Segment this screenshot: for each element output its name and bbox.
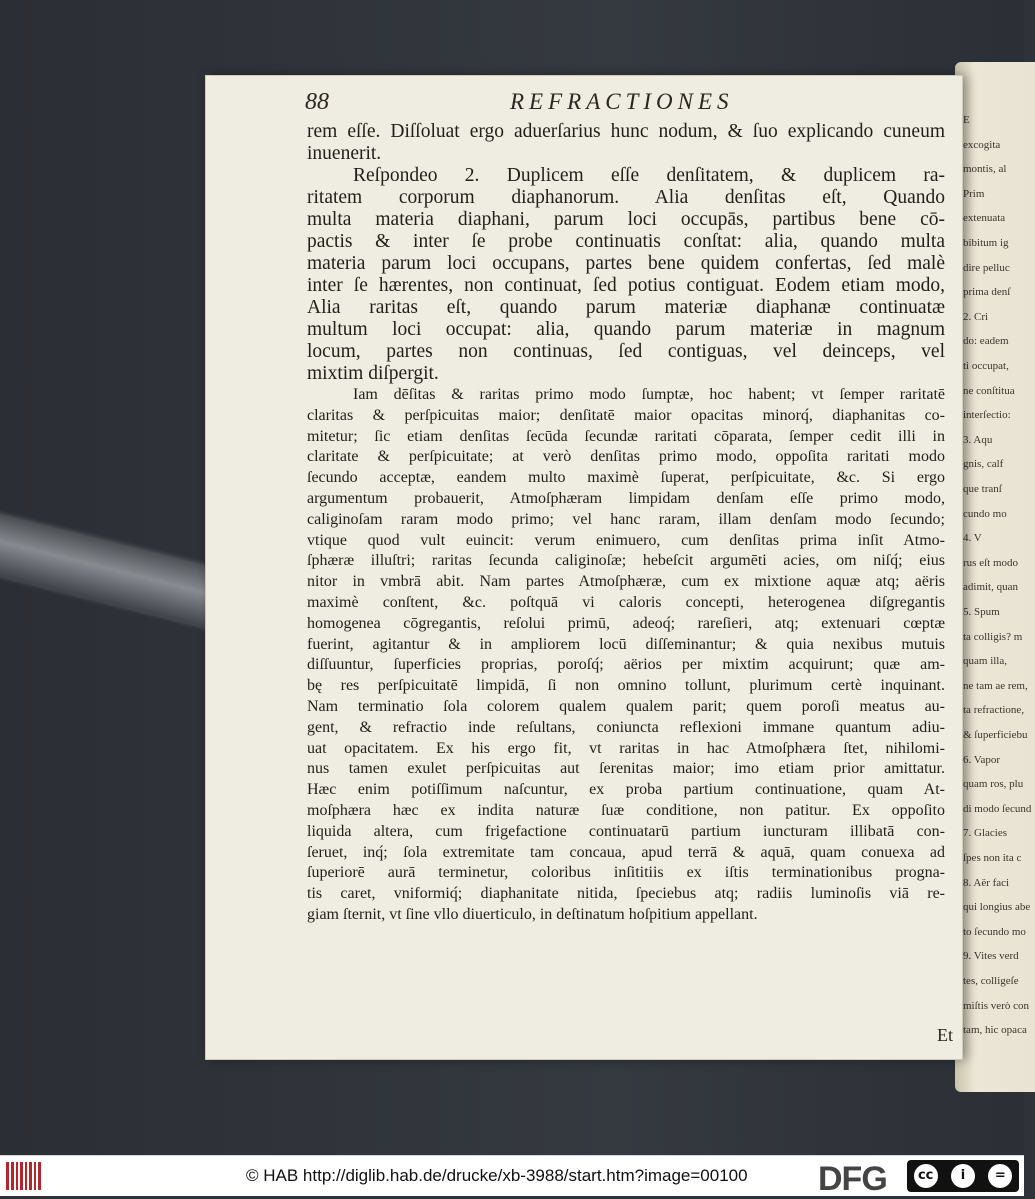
text-line: materia parum loci occupans, partes bene quidem confertas, ſed malè <box>307 253 945 274</box>
text-line: multum loci occupat: alia, quando parum materiæ in magnum <box>307 319 945 340</box>
page-number: 88 <box>305 89 329 115</box>
viewer-footer <box>0 1155 1024 1196</box>
facing-page-fragment: quam illa, <box>963 655 1007 668</box>
facing-page-fragment: to ſecundo mo <box>963 925 1026 938</box>
facing-page-fragment: 2. Cri <box>963 310 989 323</box>
facing-page-fragment: ta colligis? m <box>963 630 1023 643</box>
facing-page-fragment: 7. Glacies <box>963 827 1007 840</box>
text-line: Hæc enim potiſſimum naſcuntur, ex proba partium continuatione, quam At- <box>307 781 945 799</box>
text-line: claritas & perſpicuitas maior; denſitatē maior opacitas minorq́, diaphanitas co- <box>307 406 945 424</box>
text-line: vtique quod vult euincit: verum enimuero, cum denſitas prima inſit Atmo- <box>307 531 945 549</box>
text-line: tis caret, vniformiq́; diaphanitate nitida, ſpeciebus atq; radiis luminoſis viā re- <box>307 885 945 903</box>
text-line: nitor in vmbrā abit. Nam partes Atmoſphæræ, cum ex mixtione aquæ atq; aëris <box>307 573 945 591</box>
text-line: maximè conſtent, &c. poſtquā vi caloris concepti, heterogenea diſgregantis <box>307 593 945 611</box>
text-line: ritatem corporum diaphanorum. Alia denſitas eſt, Quando <box>307 187 945 208</box>
facing-page-edge <box>955 62 1035 1092</box>
text-line: nus tamen exulet perſpicuitas aut ſerenitas maior; imo etiam prior amittatur. <box>307 760 945 778</box>
text-line: ſecundo acceptæ, eandem multo maximè ſuperat, perſpicuitate, &c. Si ergo <box>307 469 945 487</box>
page-header <box>205 89 963 117</box>
facing-page-fragment: bibitum ig <box>963 237 1009 249</box>
facing-page-fragment: Prim <box>963 187 985 200</box>
sa-icon: = <box>988 1164 1012 1188</box>
barcode-icon <box>6 1162 46 1190</box>
text-line: locum, partes non continuas, ſed contiguas, vel deinceps, vel <box>307 341 945 362</box>
facing-page-fragment: excogita <box>963 138 1001 151</box>
facing-page-fragment: quam ros, plu <box>963 778 1024 791</box>
facing-page-fragment: do: eadem <box>963 335 1009 348</box>
facing-page-fragment: ta refractione, <box>963 704 1025 717</box>
text-line: giam ſternit, vt ſine vllo diuerticulo, in deſtinatum hoſpitium appellant. <box>307 905 758 923</box>
facing-page-fragment: 5. Spum <box>963 606 1000 618</box>
text-line: uat opacitatem. Ex his ergo fit, vt raritas in hac Atmoſphæra ſtet, nihilomi- <box>307 739 945 757</box>
text-line: liquida altera, cum frigefactione continuatarū partium iuncturam illibatā con- <box>307 822 945 840</box>
text-line: bę res perſpicuitatē limpidā, ſi non omnino tollunt, plurimum certè inquinant. <box>307 677 945 695</box>
cc-icon: cc <box>914 1164 938 1188</box>
text-line: mitetur; ſic etiam denſitas ſecūda ſecundæ raritati cōparata, ſemper cedit illi in <box>307 427 945 445</box>
facing-page-fragment: adimit, quan <box>963 581 1018 594</box>
text-line: Reſpondeo 2. Duplicem eſſe denſitatem, & duplicem ra- <box>353 165 945 186</box>
facing-page-fragment: gnis, calf <box>963 458 1004 471</box>
text-line: gent, & refractio inde reſultans, coniuncta reflexioni immane quantum adiu- <box>307 718 945 736</box>
by-icon: i <box>951 1164 975 1188</box>
text-line: Nam terminatio ſola colorem qualem qualem parit; quem poroſi meatus au- <box>307 697 945 715</box>
text-line: moſphæra hæc ex indita naturæ ſuæ conditione, non patitur. Ex oppoſito <box>307 801 945 819</box>
facing-page-fragment: miſtis verò con <box>963 999 1029 1012</box>
cc-license-badge[interactable] <box>907 1160 1019 1192</box>
source-link[interactable]: © HAB http://diglib.hab.de/drucke/xb-3988/start.htm?image=00100 <box>246 1166 748 1185</box>
facing-page-fragment: ſpes non ita c <box>963 852 1022 864</box>
facing-page-fragment: extenuata <box>963 212 1006 225</box>
facing-page-fragment: & ſuperficiebu <box>963 729 1028 741</box>
book-page <box>205 75 963 1060</box>
text-line: ſeruet, inq́; ſola extremitate tam concaua, apud terrā & aquā, quam conuexa ad <box>307 843 945 861</box>
facing-page-fragment: interſectio: <box>963 409 1011 422</box>
text-line: inter ſe hærentes, non continuat, ſed potius contiguat. Eodem etiam modo, <box>307 275 945 296</box>
text-line: ſphæræ illuſtri; raritas ſecunda caliginoſæ; hebeſcit argumēti acies, om niſq́; eius <box>307 552 945 570</box>
text-line: claritate & perſpicuitate; at verò denſitas primo modo, oppoſita raritati modo <box>307 448 945 466</box>
facing-page-fragment: montis, al <box>963 163 1007 176</box>
facing-page-fragment: qui longius abe <box>963 901 1031 914</box>
text-line: ſuperiorē aurā terminetur, coloribus inſititiis ex iſtis terminationibus progna- <box>307 864 945 882</box>
facing-page-fragment: ne conſtitua <box>963 384 1015 397</box>
text-line: argumentum probauerit, Atmoſphæram limpidam denſam eſſe primo modo, <box>307 489 945 507</box>
facing-page-fragment: cundo mo <box>963 507 1007 520</box>
text-line: Alia raritas eſt, quando parum materiæ diaphanæ continuatæ <box>307 297 945 318</box>
text-line: homogenea cōgregantis, reſolui primū, adeoq́; rareſieri, atq; extenuari cœptæ <box>307 614 945 632</box>
facing-page-fragment: ne tam ae rem, <box>963 679 1028 692</box>
facing-page-fragment: 8. Aër faci <box>963 876 1010 889</box>
facing-page-fragment: dire pelluc <box>963 261 1010 274</box>
facing-page-fragment: tes, colligeſe <box>963 975 1019 987</box>
text-line: mixtim diſpergit. <box>307 363 439 384</box>
facing-page-fragment: 6. Vapor <box>963 753 1001 766</box>
facing-page-fragment: que tranſ <box>963 483 1002 495</box>
facing-page-fragment: E <box>963 114 970 126</box>
catchword: Et <box>937 1025 953 1045</box>
text-line: caliginoſam raram modo primo; vel hanc raram, illam denſam modo ſecundo; <box>307 510 945 528</box>
running-title: REFRACTIONES <box>510 89 734 114</box>
dfg-logo: DFG <box>818 1160 887 1198</box>
facing-page-fragment: 9. Vites verd <box>963 950 1019 963</box>
text-line: fuerint, agitantur & in ampliorem locū diſſeminantur; & quia nexibus mutuis <box>307 635 945 653</box>
facing-page-fragment: tam, hic opaca <box>963 1024 1027 1037</box>
facing-page-fragment: rus eſt modo <box>963 556 1018 569</box>
facing-page-fragment: 4. V <box>963 532 982 545</box>
body-text <box>307 121 945 926</box>
text-line: multa materia diaphani, parum loci occupās, partibus bene cō- <box>307 209 945 230</box>
facing-page-fragment: prima denſ <box>963 286 1011 299</box>
text-line: inuenerit. <box>307 143 382 164</box>
text-line: rem eſſe. Diſſoluat ergo aduerſarius hunc nodum, & ſuo explicando cuneum <box>307 121 945 142</box>
text-line: pactis & inter ſe probe continuatis conſtat: alia, quando multa <box>307 231 945 252</box>
text-line: Iam dēſitas & raritas primo modo ſumptæ, hoc habent; vt ſemper raritatē <box>353 386 945 403</box>
facing-page-fragment: ti occupat, <box>963 360 1009 372</box>
facing-page-fragment: 3. Aqu <box>963 433 993 446</box>
text-line: diſſuuntur, ſuperficies proprias, poroſq́; aërios per mixtim acquirunt; quæ am- <box>307 656 945 674</box>
facing-page-fragment: di modo ſecund <box>963 802 1032 815</box>
